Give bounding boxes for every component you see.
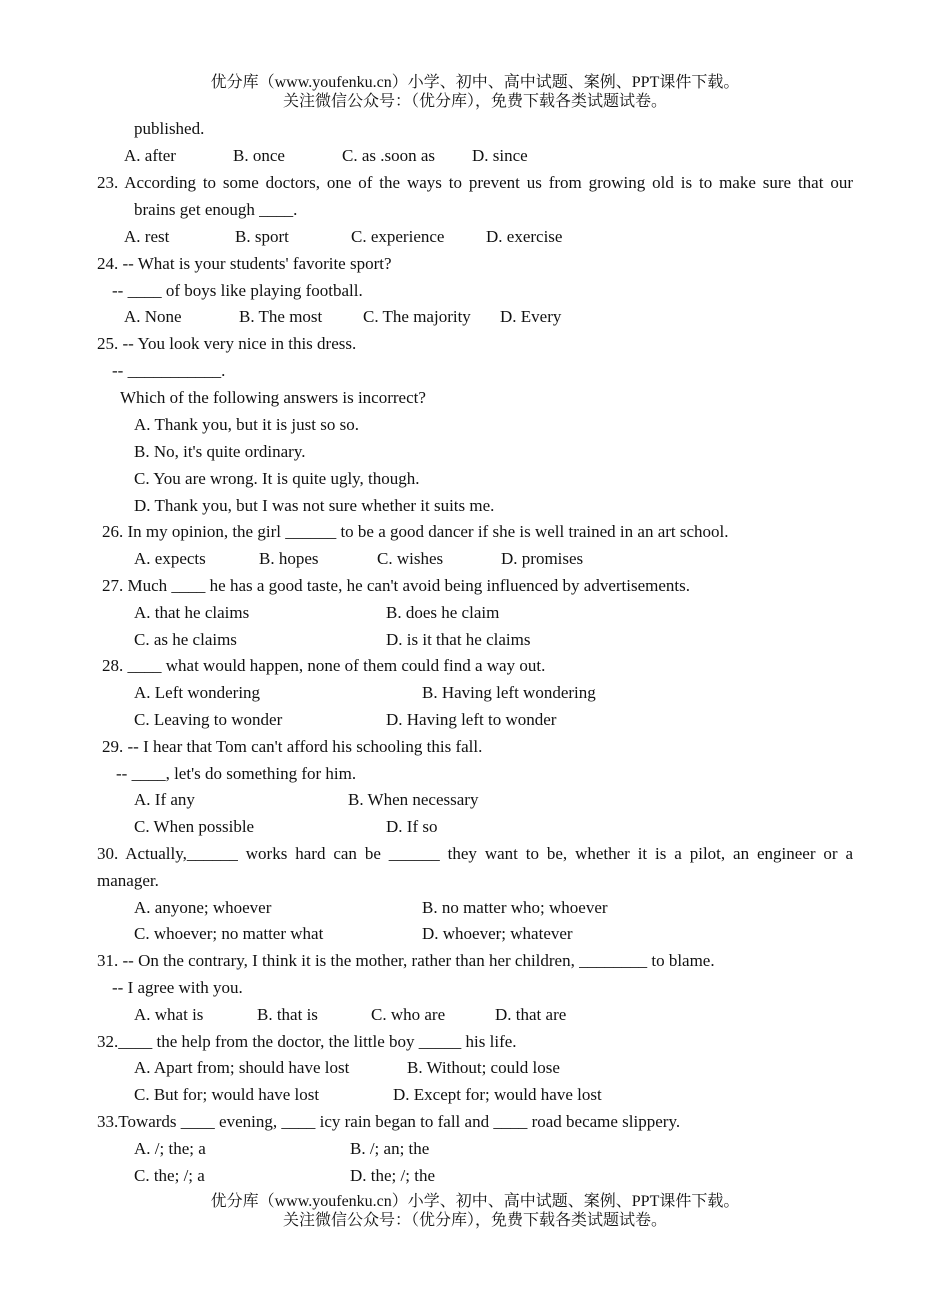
option-c: C. When possible [134, 817, 255, 836]
option-c: C. as .soon as [342, 146, 436, 165]
option-c: C. But for; would have lost [134, 1085, 320, 1104]
option-d: D. Except for; would have lost [393, 1085, 602, 1104]
option-b: B. No, it's quite ordinary. [134, 442, 306, 461]
option-a: A. None [124, 307, 182, 326]
option-b: B. /; an; the [350, 1139, 430, 1158]
option-b: B. hopes [259, 549, 319, 568]
option-b: B. no matter who; whoever [422, 898, 608, 917]
option-d: D. exercise [486, 227, 563, 246]
dialog-reply: -- ___________. [112, 361, 226, 380]
option-d: D. Thank you, but I was not sure whether it suits me. [134, 496, 495, 515]
question-stem: 23. According to some doctors, one of the ways to prevent us from growing old is to make sure that our [97, 173, 853, 192]
option-c: C. You are wrong. It is quite ugly, though. [134, 469, 420, 488]
option-b: B. Having left wondering [422, 683, 596, 702]
option-c: C. who are [371, 1005, 446, 1024]
option-b: B. that is [257, 1005, 318, 1024]
option-a: A. If any [134, 790, 195, 809]
option-b: B. The most [239, 307, 323, 326]
option-a: A. expects [134, 549, 206, 568]
option-c: C. The majority [363, 307, 471, 326]
option-a: A. that he claims [134, 603, 250, 622]
question-prompt: Which of the following answers is incorrect? [120, 388, 426, 407]
option-a: A. rest [124, 227, 170, 246]
option-d: D. since [472, 146, 528, 165]
option-d: D. is it that he claims [386, 630, 531, 649]
question-stem: 30. Actually,______ works hard can be ______ they want to be, whether it is a pilot, an engineer or a [97, 844, 853, 863]
question-stem-cont: brains get enough ____. [134, 200, 298, 219]
option-d: D. the; /; the [350, 1166, 435, 1185]
option-c: C. Leaving to wonder [134, 710, 283, 729]
option-a: A. /; the; a [134, 1139, 206, 1158]
option-b: B. once [233, 146, 285, 165]
footer-line-1: 优分库（www.youfenku.cn）小学、初中、高中试题、案例、PPT课件下载。 [210, 1193, 740, 1210]
option-b: B. sport [235, 227, 289, 246]
question-stem: 28. ____ what would happen, none of them could find a way out. [102, 656, 546, 675]
question-stem: 26. In my opinion, the girl ______ to be a good dancer if she is well trained in an art school. [102, 522, 729, 541]
question-stem: 25. -- You look very nice in this dress. [97, 334, 357, 353]
option-b: B. When necessary [348, 790, 479, 809]
option-d: D. promises [501, 549, 584, 568]
question-stem: 33.Towards ____ evening, ____ icy rain began to fall and ____ road became slippery. [97, 1112, 681, 1131]
option-d: D. Every [500, 307, 562, 326]
option-c: C. experience [351, 227, 445, 246]
option-a: A. after [124, 146, 176, 165]
question-stem: 31. -- On the contrary, I think it is the mother, rather than her children, ________ to blame. [97, 951, 715, 970]
option-c: C. as he claims [134, 630, 237, 649]
option-a: A. Apart from; should have lost [134, 1058, 350, 1077]
dialog-reply: -- ____, let's do something for him. [116, 764, 357, 783]
question-stem: 27. Much ____ he has a good taste, he can't avoid being influenced by advertisements. [102, 576, 690, 595]
option-d: D. Having left to wonder [386, 710, 557, 729]
dialog-reply: -- ____ of boys like playing football. [112, 281, 363, 300]
option-c: C. the; /; a [134, 1166, 205, 1185]
header-line-2: 关注微信公众号：（优分库），免费下载各类试题试卷。 [282, 93, 667, 110]
question-stem: published. [134, 119, 205, 138]
option-c: C. whoever; no matter what [134, 924, 324, 943]
option-d: D. If so [386, 817, 438, 836]
question-stem-cont: manager. [97, 871, 159, 890]
header-line-1: 优分库（www.youfenku.cn）小学、初中、高中试题、案例、PPT课件下载。 [210, 74, 740, 91]
option-a: A. what is [134, 1005, 204, 1024]
option-a: A. anyone; whoever [134, 898, 272, 917]
option-d: D. that are [495, 1005, 567, 1024]
dialog-reply: -- I agree with you. [112, 978, 243, 997]
question-stem: 24. -- What is your students' favorite sport? [97, 254, 392, 273]
option-d: D. whoever; whatever [422, 924, 573, 943]
option-b: B. does he claim [386, 603, 500, 622]
option-c: C. wishes [377, 549, 444, 568]
question-stem: 29. -- I hear that Tom can't afford his schooling this fall. [102, 737, 483, 756]
option-b: B. Without; could lose [407, 1058, 560, 1077]
option-a: A. Left wondering [134, 683, 261, 702]
footer-line-2: 关注微信公众号：（优分库），免费下载各类试题试卷。 [282, 1212, 667, 1229]
option-a: A. Thank you, but it is just so so. [134, 415, 359, 434]
question-stem: 32.____ the help from the doctor, the little boy _____ his life. [97, 1032, 517, 1051]
